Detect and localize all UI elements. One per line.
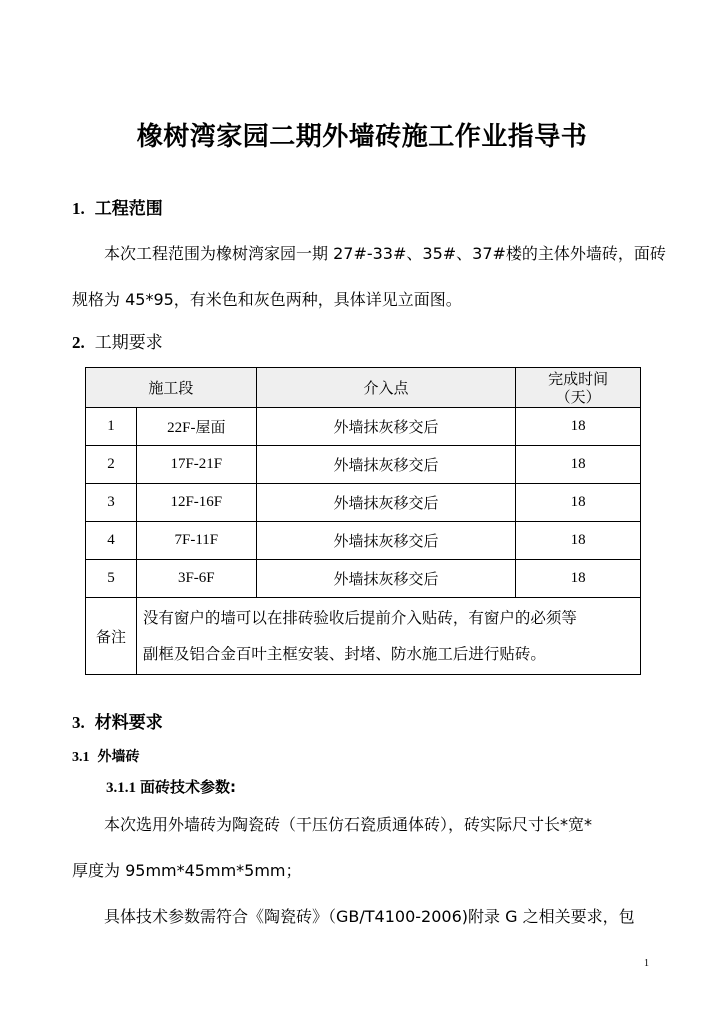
- section-1-line-1: 本次工程范围为橡树湾家园一期 27#-33#、35#、37#楼的主体外墙砖，面砖: [104, 244, 666, 263]
- row-days: 18: [516, 522, 641, 560]
- section-2-number: 2.: [72, 333, 85, 352]
- subsection-3-1-1-title: 面砖技术参数:: [140, 778, 236, 796]
- row-number: 2: [86, 446, 137, 484]
- row-days: 18: [516, 446, 641, 484]
- section-3-number: 3.: [72, 713, 85, 732]
- row-segment: 22F-屋面: [136, 408, 256, 446]
- table-row: [86, 446, 641, 484]
- subsection-3-1-1-heading: [106, 776, 236, 797]
- section-3-title: 材料要求: [94, 713, 163, 733]
- header-entry-point: 介入点: [256, 368, 515, 408]
- table-row: [86, 408, 641, 446]
- section-2-heading: [72, 328, 163, 353]
- row-segment: 12F-16F: [136, 484, 256, 522]
- header-completion-time: [516, 368, 641, 408]
- subsection-3-1-title: 外墙砖: [97, 749, 140, 765]
- table-note-row: [86, 598, 641, 675]
- table-header-row: [86, 368, 641, 408]
- row-number: 4: [86, 522, 137, 560]
- section-1-heading: [72, 194, 163, 219]
- section-2-title: 工期要求: [94, 333, 163, 353]
- row-number: 1: [86, 408, 137, 446]
- row-entry-point: 外墙抹灰移交后: [256, 522, 515, 560]
- row-entry-point: 外墙抹灰移交后: [256, 446, 515, 484]
- note-line-1: 没有窗户的墙可以在排砖验收后提前介入贴砖，有窗户的必须等: [142, 609, 577, 627]
- section-3-line-3: 具体技术参数需符合《陶瓷砖》（GB/T4100-2006)附录 G 之相关要求，包: [104, 907, 635, 926]
- section-3-heading: [72, 708, 163, 733]
- table-row: [86, 560, 641, 598]
- row-days: 18: [516, 484, 641, 522]
- row-entry-point: 外墙抹灰移交后: [256, 560, 515, 598]
- section-1-number: 1.: [72, 199, 85, 218]
- section-1-title: 工程范围: [94, 199, 163, 219]
- row-days: 18: [516, 408, 641, 446]
- subsection-3-1-heading: [72, 746, 140, 766]
- header-completion-time-unit: （天）: [555, 387, 601, 406]
- schedule-table: [85, 367, 641, 675]
- header-segment: 施工段: [86, 368, 257, 408]
- page-number: 1: [644, 958, 649, 969]
- note-label: 备注: [86, 598, 137, 675]
- row-number: 5: [86, 560, 137, 598]
- row-number: 3: [86, 484, 137, 522]
- row-entry-point: 外墙抹灰移交后: [256, 484, 515, 522]
- table-row: [86, 522, 641, 560]
- row-entry-point: 外墙抹灰移交后: [256, 408, 515, 446]
- section-1-line-2: 规格为 45*95，有米色和灰色两种，具体详见立面图。: [72, 290, 462, 309]
- note-line-2: 副框及铝合金百叶主框安装、封堵、防水施工后进行贴砖。: [142, 645, 546, 663]
- section-3-paragraph: [72, 802, 656, 940]
- section-3-line-2: 厚度为 95mm*45mm*5mm；: [72, 861, 302, 880]
- subsection-3-1-1-number: 3.1.1: [106, 780, 136, 796]
- row-days: 18: [516, 560, 641, 598]
- table-row: [86, 484, 641, 522]
- subsection-3-1-number: 3.1: [72, 750, 90, 765]
- row-segment: 17F-21F: [136, 446, 256, 484]
- row-segment: 7F-11F: [136, 522, 256, 560]
- document-title: 橡树湾家园二期外墙砖施工作业指导书: [136, 122, 588, 152]
- section-1-paragraph: [72, 231, 666, 323]
- note-text: [136, 598, 640, 675]
- section-3-line-1: 本次选用外墙砖为陶瓷砖（干压仿石瓷质通体砖），砖实际尺寸长*宽*: [104, 815, 593, 834]
- row-segment: 3F-6F: [136, 560, 256, 598]
- header-completion-time-label: 完成时间: [548, 369, 609, 388]
